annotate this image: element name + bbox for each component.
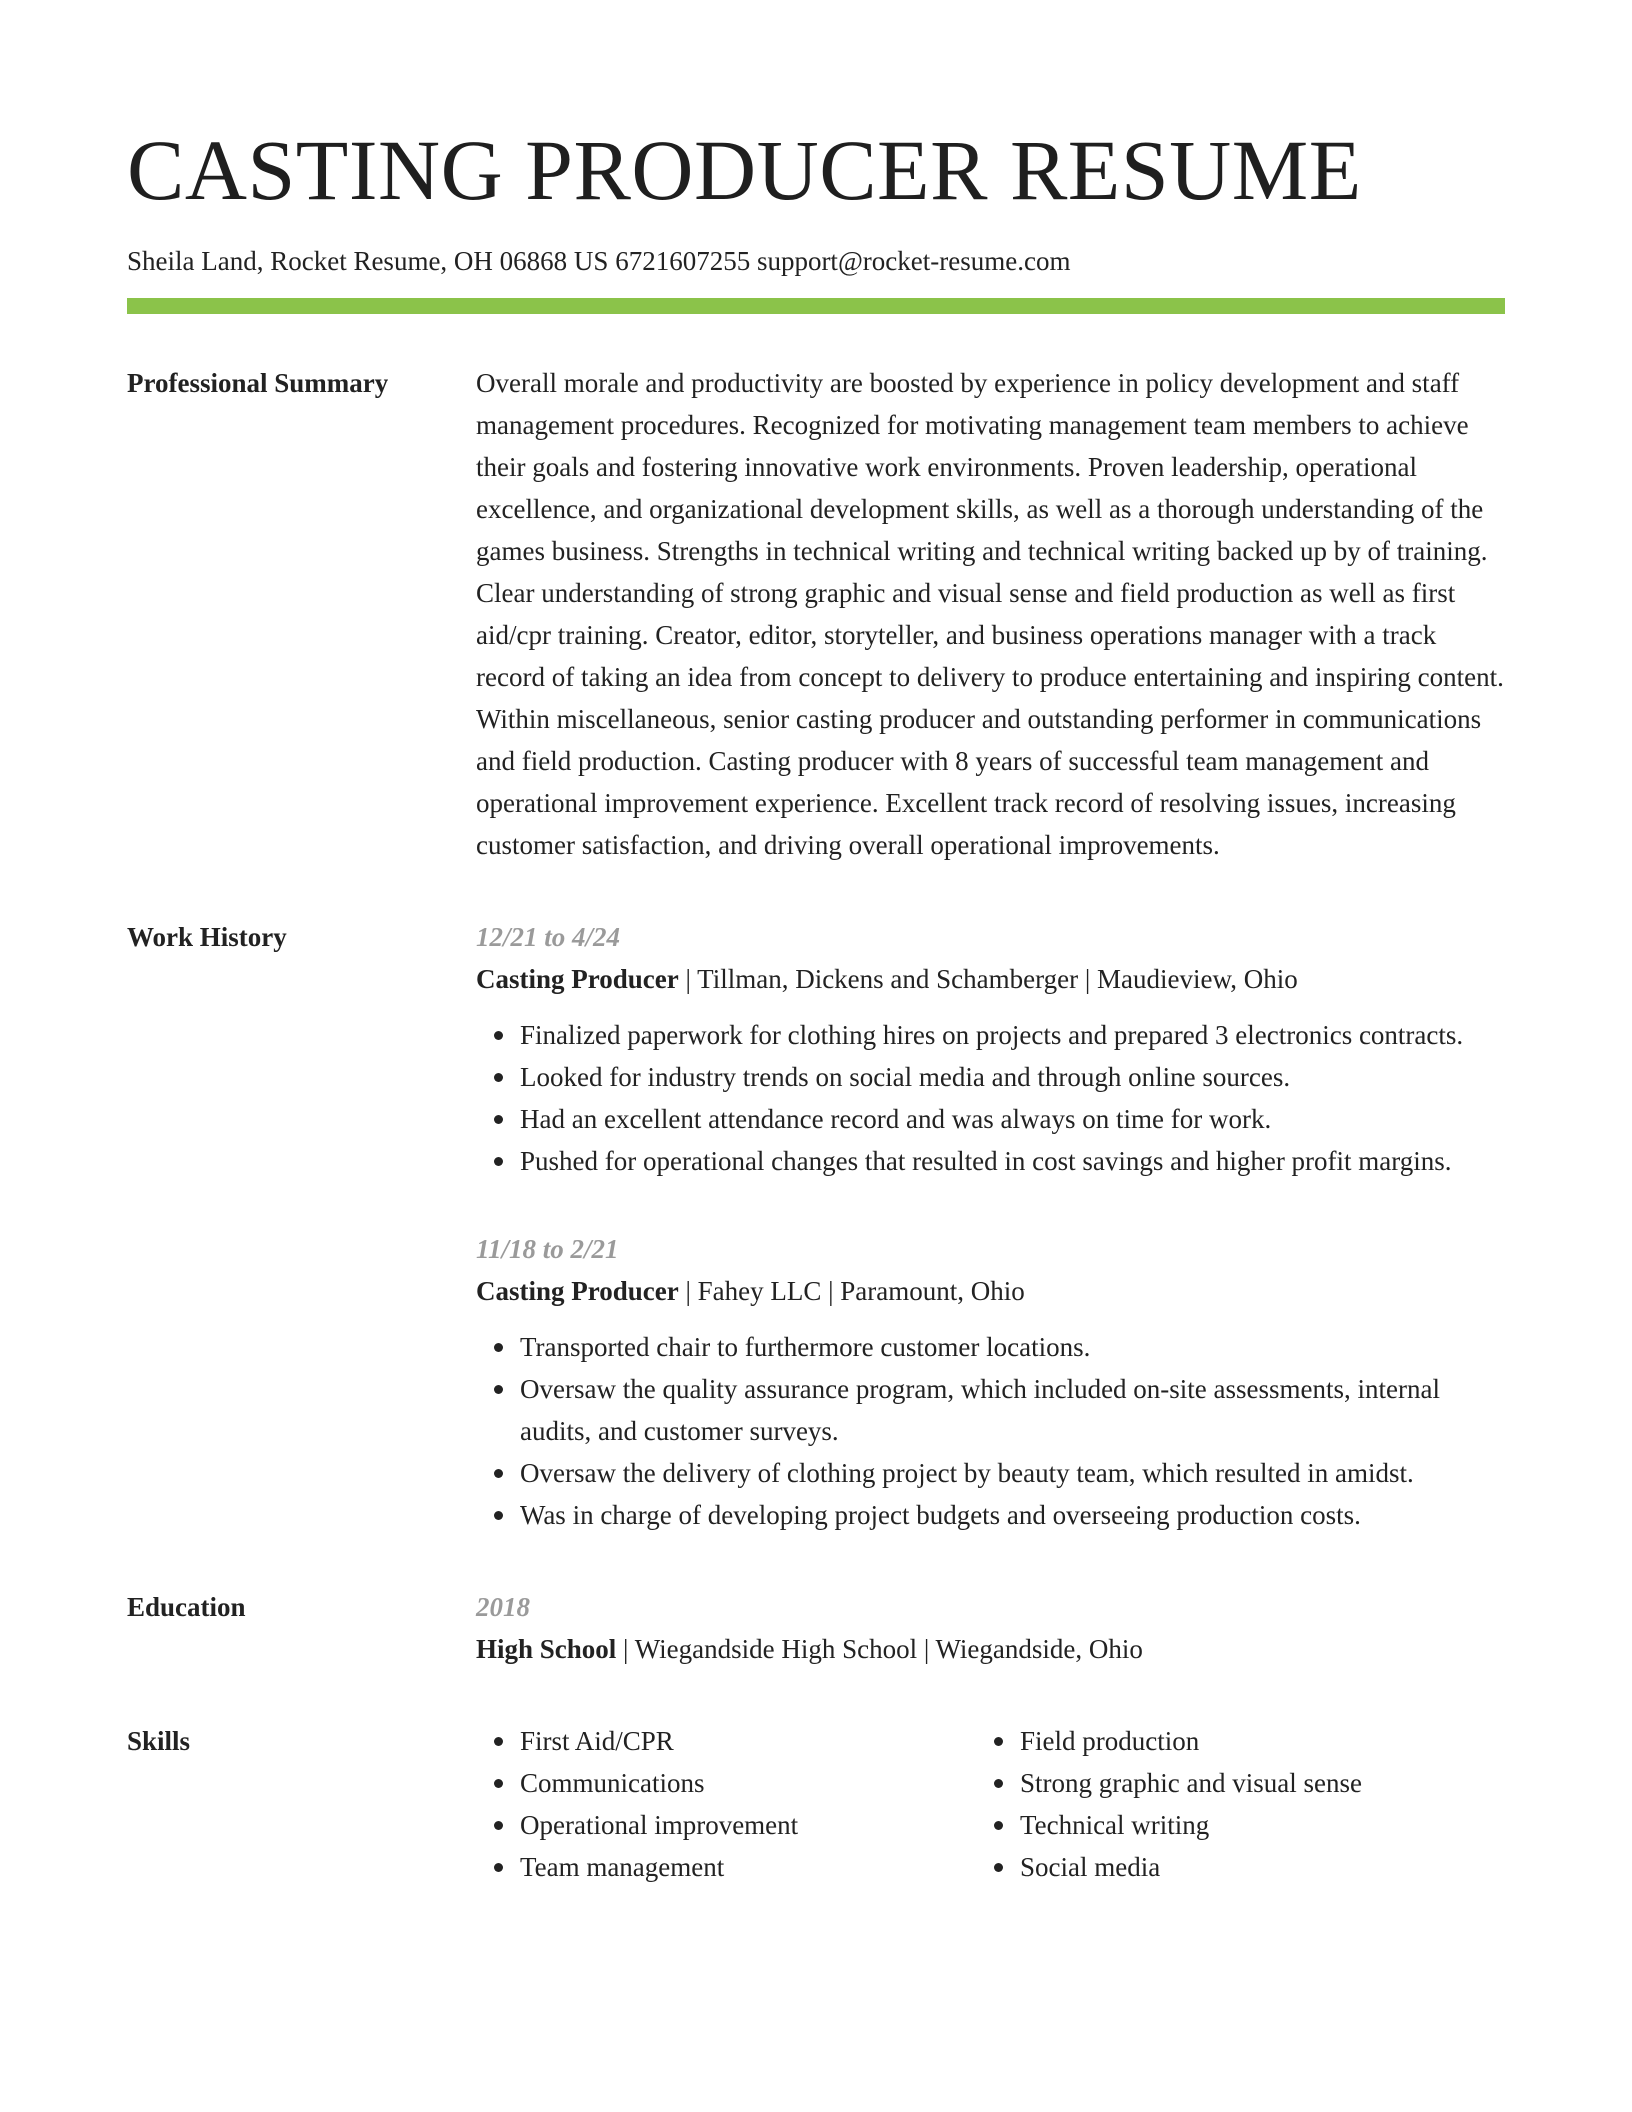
contact-line: Sheila Land, Rocket Resume, OH 06868 US 6721607255 support@rocket-resume.com	[127, 246, 1071, 276]
list-item: Was in charge of developing project budgets and overseeing production costs.	[520, 1494, 1505, 1536]
work-history-section	[127, 916, 1505, 1536]
job-employer: | Fahey LLC | Paramount, Ohio	[678, 1276, 1025, 1306]
job-title: Casting Producer	[476, 1276, 679, 1306]
job-duties-list	[476, 1326, 1505, 1536]
job-duties-list	[476, 1014, 1505, 1182]
skill-item: Technical writing	[1020, 1804, 1476, 1846]
job-entry	[476, 1228, 1505, 1536]
skill-item: Communications	[520, 1762, 976, 1804]
list-item: Looked for industry trends on social media and through online sources.	[520, 1056, 1505, 1098]
skill-item: First Aid/CPR	[520, 1720, 976, 1762]
list-item: Had an excellent attendance record and was always on time for work.	[520, 1098, 1505, 1140]
job-dates: 12/21 to 4/24	[476, 922, 621, 952]
skills-list	[476, 1720, 976, 1888]
summary-text: Overall morale and productivity are boosted by experience in policy development and staff management procedures. Recognized for motivating management team members to achieve their goals and fostering innovative work environments. Proven leadership, operational excellence, and organizational development skills, as well as a thorough understanding of the games business. Strengths in technical writing and technical writing backed up by of training. Clear understanding of strong graphic and visual sense and field production as well as first aid/cpr training. Creator, editor, storyteller, and business operations manager with a track record of taking an idea from concept to delivery to produce entertaining and inspiring content. Within miscellaneous, senior casting producer and outstanding performer in communications and field production. Casting producer with 8 years of successful team management and operational improvement experience. Excellent track record of resolving issues, increasing customer satisfaction, and driving overall operational improvements.	[476, 368, 1504, 860]
skills-column-left	[476, 1720, 976, 1888]
job-entry	[476, 916, 1505, 1182]
work-history-heading: Work History	[127, 922, 287, 952]
skill-item: Field production	[1020, 1720, 1476, 1762]
resume-title: CASTING PRODUCER RESUME	[127, 122, 1362, 218]
skills-list	[976, 1720, 1476, 1888]
education-year: 2018	[476, 1592, 530, 1622]
accent-divider	[127, 298, 1505, 314]
list-item: Oversaw the quality assurance program, which included on-site assessments, internal audits, and customer surveys.	[520, 1368, 1505, 1452]
job-title-line	[476, 1270, 1505, 1312]
education-degree: High School	[476, 1634, 617, 1664]
job-dates: 11/18 to 2/21	[476, 1234, 619, 1264]
education-heading: Education	[127, 1592, 246, 1622]
education-line	[476, 1628, 1505, 1670]
job-title: Casting Producer	[476, 964, 679, 994]
list-item: Transported chair to furthermore customer locations.	[520, 1326, 1505, 1368]
summary-heading: Professional Summary	[127, 368, 389, 398]
skill-item: Strong graphic and visual sense	[1020, 1762, 1476, 1804]
education-school: | Wiegandside High School | Wiegandside, Ohio	[616, 1634, 1143, 1664]
summary-section	[127, 362, 1505, 866]
skills-heading: Skills	[127, 1726, 191, 1756]
skills-section	[127, 1720, 1505, 1888]
education-section	[127, 1586, 1505, 1670]
job-employer: | Tillman, Dickens and Schamberger | Maudieview, Ohio	[678, 964, 1298, 994]
skill-item: Operational improvement	[520, 1804, 976, 1846]
list-item: Oversaw the delivery of clothing project by beauty team, which resulted in amidst.	[520, 1452, 1505, 1494]
skills-column-right	[976, 1720, 1476, 1888]
job-title-line	[476, 958, 1505, 1000]
list-item: Pushed for operational changes that resulted in cost savings and higher profit margins.	[520, 1140, 1505, 1182]
skill-item: Team management	[520, 1846, 976, 1888]
skill-item: Social media	[1020, 1846, 1476, 1888]
list-item: Finalized paperwork for clothing hires on projects and prepared 3 electronics contracts.	[520, 1014, 1505, 1056]
